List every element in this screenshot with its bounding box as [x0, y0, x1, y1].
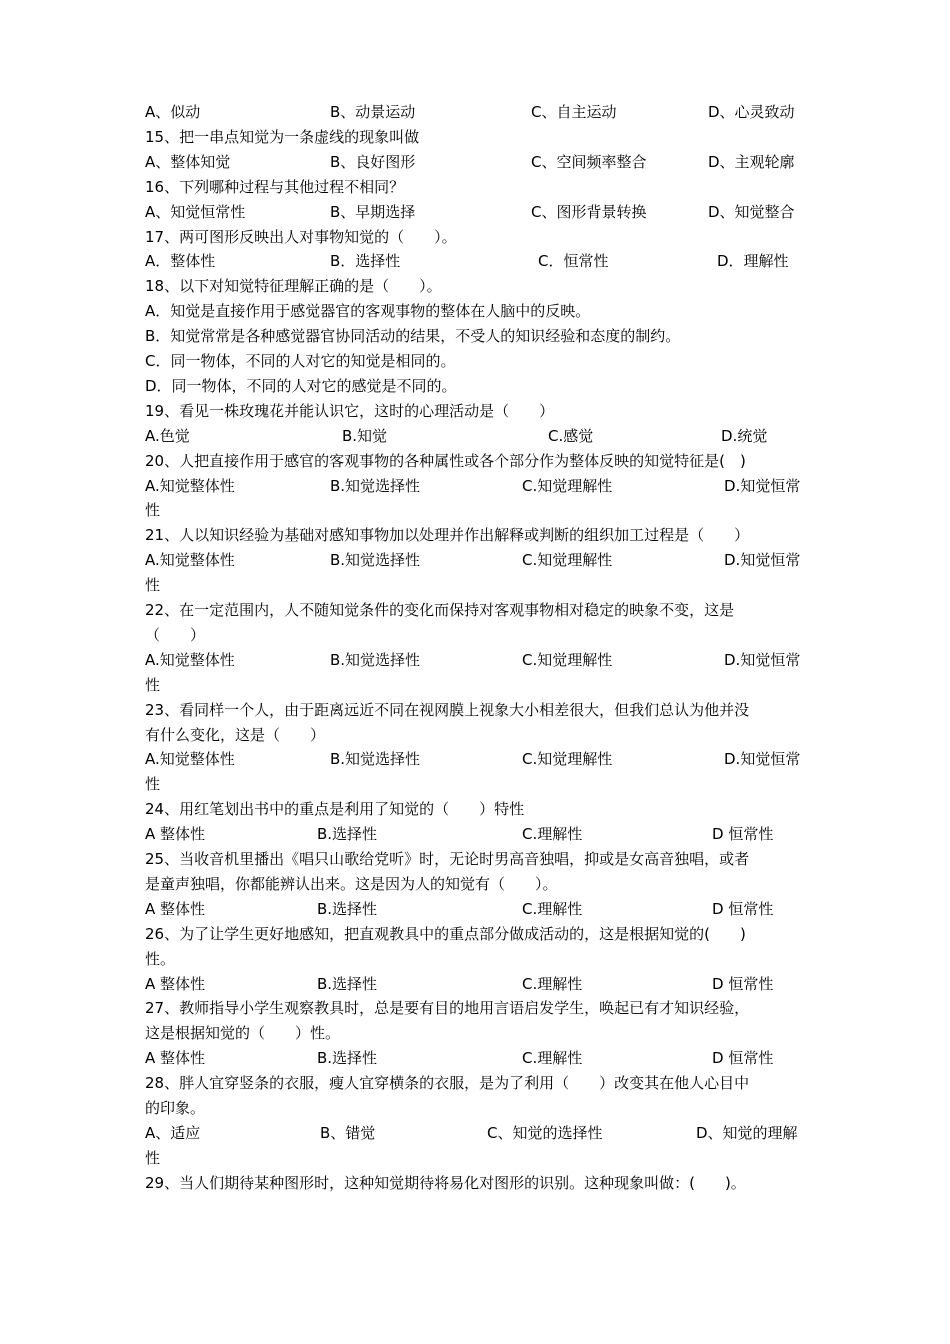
text-line [0, 349, 950, 374]
answer-options-row [0, 548, 950, 573]
answer-option: C、自主运动 [531, 103, 617, 121]
answer-option: C、知觉的选择性 [487, 1123, 603, 1142]
answer-option: B.选择性 [317, 899, 378, 918]
answer-option: B.选择性 [317, 1049, 378, 1068]
line-text: 17、两可图形反映出人对事物知觉的（ ）。 [145, 227, 457, 246]
answer-option: A、整体知觉 [145, 152, 231, 171]
answer-option: B.知觉选择性 [330, 476, 421, 495]
answer-option: B.选择性 [317, 825, 378, 844]
answer-option: A 整体性 [145, 974, 206, 993]
line-text: 28、胖人宜穿竖条的衣服，瘦人宜穿横条的衣服，是为了利用（ ）改变其在他人心目中 [145, 1074, 750, 1093]
answer-option: C.知觉理解性 [522, 476, 613, 495]
answer-option: C.知觉理解性 [522, 650, 613, 669]
answer-option: C.知觉理解性 [522, 551, 613, 570]
answer-option: C.理解性 [522, 1049, 583, 1068]
answer-option: D.知觉恒常 [724, 650, 801, 669]
answer-option: B、动景运动 [330, 103, 416, 121]
answer-options-row [0, 822, 950, 847]
answer-options-row [0, 474, 950, 499]
answer-options-row [0, 897, 950, 922]
answer-option: D 恒常性 [712, 825, 774, 844]
answer-option: A、知觉恒常性 [145, 202, 246, 221]
answer-option: A.知觉整体性 [145, 650, 235, 669]
line-text: 24、用红笔划出书中的重点是利用了知觉的（ ）特性 [145, 800, 525, 819]
answer-option: B.选择性 [317, 974, 378, 993]
text-line [0, 274, 950, 299]
answer-option: D 恒常性 [712, 1049, 774, 1068]
answer-option: B、早期选择 [330, 202, 416, 221]
text-line [0, 922, 950, 947]
text-line [0, 1021, 950, 1046]
answer-options-row [0, 972, 950, 997]
text-line [0, 947, 950, 972]
text-line [0, 399, 950, 424]
line-text: 有什么变化，这是（ ） [145, 725, 326, 744]
text-line [0, 125, 950, 150]
text-line [0, 573, 950, 598]
line-text: 21、人以知识经验为基础对感知事物加以处理并作出解释或判断的组织加工过程是（ ） [145, 526, 750, 545]
text-line [0, 772, 950, 797]
answer-options-row [0, 249, 950, 274]
line-text: C．同一物体，不同的人对它的知觉是相同的。 [145, 352, 456, 370]
line-text: 是童声独唱，你都能辨认出来。这是因为人的知觉有（ ）。 [145, 874, 558, 893]
text-line [0, 623, 950, 648]
line-text: 16、下列哪种过程与其他过程不相同？ [145, 177, 405, 196]
line-text: 性 [145, 501, 161, 520]
text-line [0, 1096, 950, 1121]
line-text: 23、看同样一个人，由于距离远近不同在视网膜上视象大小相差很大，但我们总认为他并没 [145, 700, 750, 719]
answer-option: A.知觉整体性 [145, 476, 235, 495]
answer-option: C.感觉 [548, 426, 594, 445]
text-line [0, 1171, 950, 1196]
line-text: 性 [145, 1148, 161, 1167]
text-line [0, 324, 950, 349]
answer-options-row [0, 100, 950, 125]
line-text: A．知觉是直接作用于感觉器官的客观事物的整体在人脑中的反映。 [145, 302, 591, 321]
text-line [0, 374, 950, 399]
answer-option: D.统觉 [721, 426, 768, 445]
answer-option: C.理解性 [522, 825, 583, 844]
answer-option: A 整体性 [145, 899, 206, 918]
answer-option: C.理解性 [522, 899, 583, 918]
line-text: 19、看见一株玫瑰花并能认识它，这时的心理活动是（ ） [145, 401, 555, 420]
answer-option: D、知觉的理解 [696, 1123, 798, 1142]
answer-option: A.色觉 [145, 426, 190, 445]
answer-option: A、适应 [145, 1123, 201, 1142]
line-text: 22、在一定范围内，人不随知觉条件的变化而保持对客观事物相对稳定的映象不变，这是 [145, 601, 735, 619]
line-text: 这是根据知觉的（ ）性。 [145, 1024, 341, 1043]
text-line [0, 723, 950, 748]
text-line [0, 872, 950, 897]
answer-option: B.知觉选择性 [330, 750, 421, 769]
line-text: （ ） [145, 625, 206, 644]
answer-option: A.知觉整体性 [145, 551, 235, 570]
answer-option: B.知觉 [342, 426, 388, 445]
text-line [0, 449, 950, 474]
text-line [0, 996, 950, 1021]
answer-options-row [0, 648, 950, 673]
text-line [0, 1146, 950, 1171]
line-text: B．知觉常常是各种感觉器官协同活动的结果，不受人的知识经验和态度的制约。 [145, 327, 681, 346]
line-text: 25、当收音机里播出《唱只山歌给党听》时，无论时男高音独唱，抑或是女高音独唱，或者 [145, 850, 750, 868]
text-line [0, 673, 950, 698]
line-text: 18、以下对知觉特征理解正确的是（ ）。 [145, 277, 442, 296]
line-text: 20、人把直接作用于感官的客观事物的各种属性或各个部分作为整体反映的知觉特征是( ) [145, 451, 746, 470]
line-text: 29、当人们期待某种图形时，这种知觉期待将易化对图形的识别。这种现象叫做：( )。 [145, 1173, 746, 1192]
answer-option: A 整体性 [145, 1049, 206, 1068]
answer-option: C．恒常性 [538, 252, 609, 271]
answer-option: D、知觉整合 [708, 202, 795, 221]
text-line [0, 523, 950, 548]
line-text: 27、教师指导小学生观察教具时，总是要有目的地用言语启发学生，唤起已有才知识经验， [145, 999, 750, 1018]
answer-option: A．整体性 [145, 252, 216, 271]
answer-option: D.知觉恒常 [724, 750, 801, 769]
line-text: 26、为了让学生更好地感知，把直观教具中的重点部分做成活动的，这是根据知觉的( ) [145, 924, 746, 943]
line-text: 性 [145, 576, 161, 595]
answer-option: D 恒常性 [712, 899, 774, 918]
text-line [0, 847, 950, 872]
text-line [0, 797, 950, 822]
answer-option: D 恒常性 [712, 974, 774, 993]
text-line [0, 598, 950, 623]
answer-options-row [0, 747, 950, 772]
answer-option: A.知觉整体性 [145, 750, 235, 769]
answer-options-row [0, 150, 950, 175]
answer-option: C、空间频率整合 [531, 152, 647, 171]
answer-options-row [0, 424, 950, 449]
answer-options-row [0, 200, 950, 225]
answer-option: B.知觉选择性 [330, 650, 421, 669]
answer-option: D、心灵致动 [708, 103, 795, 121]
text-line [0, 299, 950, 324]
answer-option: C.理解性 [522, 974, 583, 993]
answer-option: B．选择性 [330, 252, 401, 271]
answer-option: D．理解性 [717, 252, 789, 271]
answer-option: D.知觉恒常 [724, 551, 801, 570]
text-line [0, 225, 950, 250]
line-text: 性 [145, 675, 161, 694]
answer-option: B、错觉 [320, 1123, 376, 1142]
answer-option: A、似动 [145, 103, 201, 121]
text-line [0, 1071, 950, 1096]
text-line [0, 698, 950, 723]
answer-option: B、良好图形 [330, 152, 416, 171]
text-line [0, 175, 950, 200]
answer-option: A 整体性 [145, 825, 206, 844]
line-text: D．同一物体，不同的人对它的感觉是不同的。 [145, 376, 457, 395]
text-line [0, 498, 950, 523]
line-text: 的印象。 [145, 1099, 206, 1117]
answer-option: D、主观轮廓 [708, 152, 795, 171]
answer-option: C.知觉理解性 [522, 750, 613, 769]
answer-option: C、图形背景转换 [531, 202, 647, 221]
line-text: 性。 [145, 949, 176, 968]
answer-options-row [0, 1121, 950, 1146]
answer-option: D.知觉恒常 [724, 476, 801, 495]
answer-options-row [0, 1046, 950, 1071]
line-text: 性 [145, 775, 161, 794]
answer-option: B.知觉选择性 [330, 551, 421, 570]
line-text: 15、把一串点知觉为一条虚线的现象叫做 [145, 127, 420, 146]
